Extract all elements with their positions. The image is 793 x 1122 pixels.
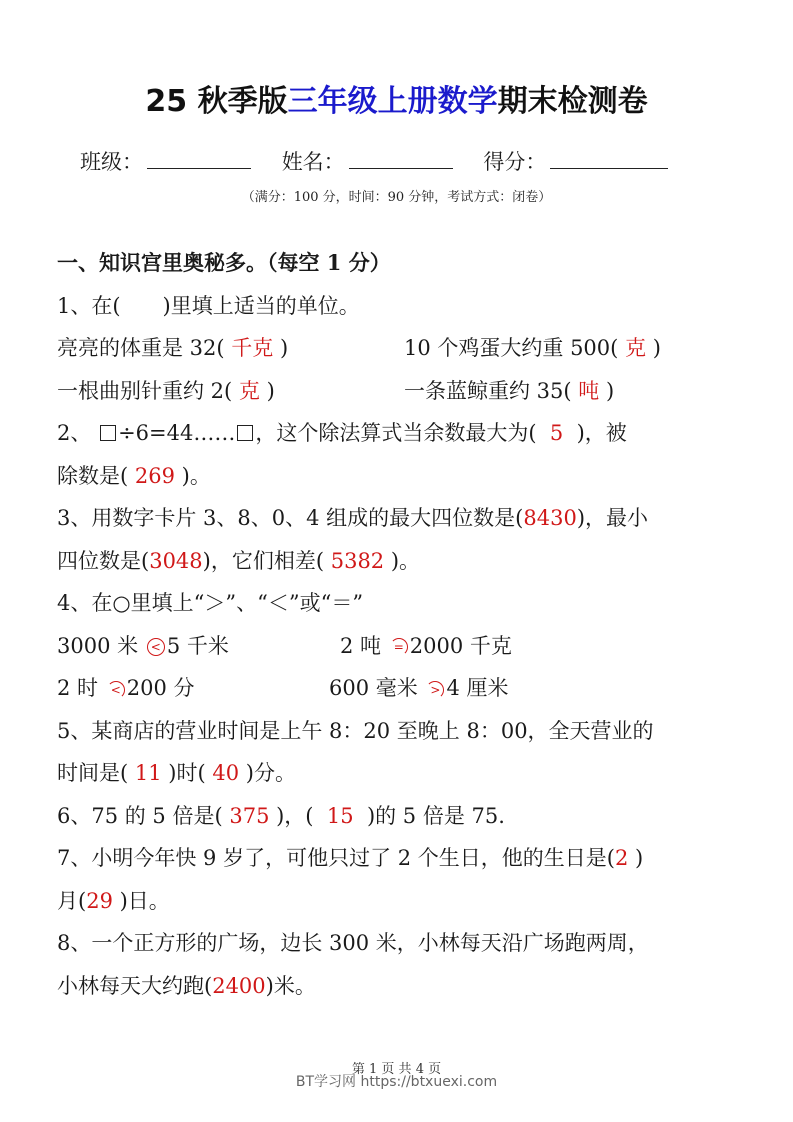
answer: 克	[232, 378, 267, 403]
class-label: 班级：	[80, 150, 143, 174]
answer: 11	[128, 761, 169, 785]
name-label: 姓名：	[281, 150, 345, 174]
answer: 15	[313, 803, 367, 828]
score-label: 得分：	[483, 150, 547, 174]
q1-item-4: 一条蓝鲸重约 35( 吨 )	[404, 378, 615, 403]
score-blank[interactable]	[550, 150, 668, 169]
answer: 269	[128, 463, 182, 488]
blank-square-icon	[237, 425, 253, 441]
q7-line-1: 7、小明今年快 9 岁了，可他只过了 2 个生日，他的生日是(2 )	[57, 846, 644, 870]
score-field	[483, 146, 668, 176]
section-1	[57, 242, 757, 1007]
q8-line-2: 小林每天大约跑(2400)米。	[57, 973, 316, 998]
answer: 375	[222, 803, 277, 828]
page-title	[0, 76, 793, 120]
q4-item-4: 600 毫米 > 4 厘米	[329, 676, 509, 700]
q4-row-2	[57, 667, 757, 710]
answer: 3048	[149, 548, 203, 573]
title-suffix: 期末检测卷	[497, 84, 648, 119]
watermark: BT学习网 https://btxuexi.com	[295, 1074, 498, 1090]
page-number: 第 1 页 共 4 页	[351, 1062, 442, 1077]
greater-than-circle-icon: >	[426, 681, 444, 699]
q1-row-1	[57, 327, 757, 370]
q1-row-2	[57, 370, 757, 413]
q6-line: 6、75 的 5 倍是( 375 )，( 15 )的 5 倍是 75.	[57, 803, 505, 828]
class-blank[interactable]	[147, 150, 251, 169]
q2-line-1: 2、 ÷6=44…… ，这个除法算式当余数最大为( 5 )，被	[57, 421, 627, 445]
name-blank[interactable]	[349, 150, 453, 169]
title-prefix: 25 秋季版	[145, 84, 288, 119]
q7-line-2: 月(29 )日。	[57, 888, 170, 913]
name-field	[282, 146, 453, 176]
answer: 5	[536, 421, 577, 445]
equals-circle-icon: =	[390, 638, 408, 656]
q4-item-1: 3000 米 < 5 千米	[57, 633, 229, 658]
title-highlight: 三年级上册数学	[287, 84, 498, 119]
q3-line-2: 四位数是(3048)，它们相差( 5382 )。	[57, 548, 421, 573]
q8-line-1: 8、一个正方形的广场，边长 300 米，小林每天沿广场跑两周，	[57, 931, 649, 955]
answer: 5382	[324, 548, 391, 573]
answer: 8430	[523, 506, 577, 530]
q1-item-2: 10 个鸡蛋大约重 500( 克 )	[404, 336, 661, 360]
q3-line-1: 3、用数字卡片 3、8、0、4 组成的最大四位数是(8430)，最小	[57, 506, 649, 530]
less-than-circle-icon: <	[107, 681, 125, 699]
q4-stem: 4、在○里填上“＞”、“＜”或“＝”	[57, 591, 364, 615]
answer: 2	[614, 846, 629, 870]
q5-line-2: 时间是( 11 )时( 40 )分。	[57, 761, 296, 785]
student-info	[80, 146, 720, 176]
q2-line-2: 除数是( 269 )。	[57, 463, 211, 488]
q4-item-3: 2 时 < 200 分	[57, 676, 195, 700]
answer: 2400	[212, 973, 266, 998]
q1-item-1: 亮亮的体重是 32( 千克 )	[57, 336, 289, 360]
answer: 吨	[571, 378, 606, 403]
q5-line-1: 5、某商店的营业时间是上午 8：20 至晚上 8：00，全天营业的	[57, 718, 654, 743]
section-heading: 一、知识宫里奥秘多。（每空 1 分）	[57, 250, 391, 275]
exam-note: （满分：100 分，时间：90 分钟，考试方式：闭卷）	[241, 190, 552, 205]
q4-item-2: 2 吨 = 2000 千克	[340, 633, 512, 658]
answer: 千克	[224, 336, 280, 360]
less-than-circle-icon: <	[147, 638, 165, 656]
q4-row-1	[57, 625, 757, 668]
q1-stem: 1、在( )里填上适当的单位。	[57, 293, 360, 318]
class-field	[80, 146, 251, 176]
answer: 克	[618, 336, 653, 360]
blank-square-icon	[100, 425, 116, 441]
answer: 40	[205, 761, 246, 785]
q1-item-3: 一根曲别针重约 2( 克 )	[57, 378, 275, 403]
answer: 29	[86, 888, 113, 913]
